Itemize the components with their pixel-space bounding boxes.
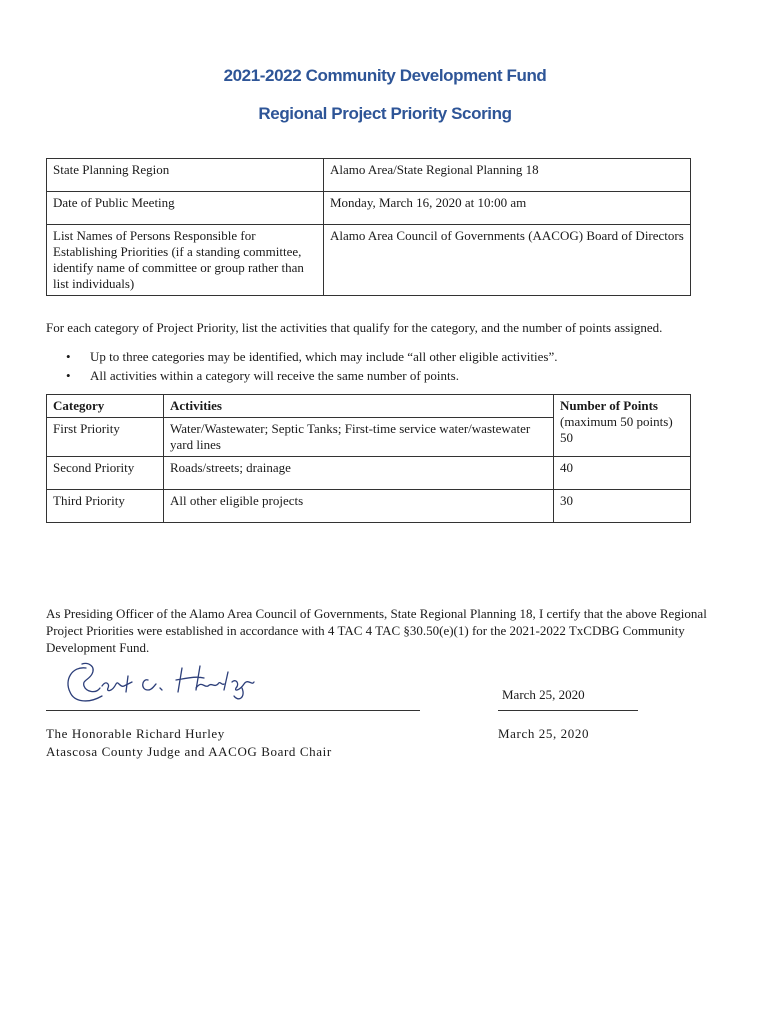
- points-value: 30: [554, 490, 691, 523]
- table-row: [47, 457, 691, 490]
- info-label: Date of Public Meeting: [47, 192, 324, 225]
- info-value: Alamo Area Council of Governments (AACOG) Board of Directors: [324, 225, 691, 296]
- points-value: 40: [554, 457, 691, 490]
- certification-text: As Presiding Officer of the Alamo Area Council of Governments, State Regional Planning 18, I certify that the above Regional Project Priorities were established in accordance with 4 TAC 4 TAC §30.50(e)(1) for the 2021-2022 TxCDBG Community Development Fund.: [46, 606, 707, 655]
- signer-name: The Honorable Richard Hurley: [46, 726, 225, 741]
- table-row: [47, 490, 691, 523]
- document-subtitle: Regional Project Priority Scoring: [258, 104, 512, 123]
- priority-table: [46, 394, 691, 523]
- header-points-note: (maximum 50 points): [560, 414, 673, 429]
- info-value: Monday, March 16, 2020 at 10:00 am: [324, 192, 691, 225]
- bullet-list: [46, 347, 557, 385]
- points-value: 50: [560, 430, 573, 445]
- printed-date: March 25, 2020: [498, 726, 590, 741]
- document-title: 2021-2022 Community Development Fund: [223, 66, 547, 85]
- header-points: Number of Points: [560, 398, 658, 413]
- handwritten-signature: [62, 658, 272, 706]
- table-row: [47, 225, 691, 296]
- list-item: • All activities within a category will receive the same number of points.: [46, 366, 557, 385]
- date-line: [498, 710, 638, 711]
- table-row: [47, 192, 691, 225]
- header-category: Category: [47, 395, 164, 418]
- category-cell: Second Priority: [47, 457, 164, 490]
- header-points-cell: [554, 395, 691, 457]
- signature-date: March 25, 2020: [502, 687, 585, 702]
- info-label: State Planning Region: [47, 159, 324, 192]
- info-value: Alamo Area/State Regional Planning 18: [324, 159, 691, 192]
- intro-text: For each category of Project Priority, list the activities that qualify for the category, and the number of points assigned.: [46, 320, 663, 335]
- category-cell: First Priority: [47, 418, 164, 457]
- category-cell: Third Priority: [47, 490, 164, 523]
- activities-cell: Water/Wastewater; Septic Tanks; First-time service water/wastewater yard lines: [164, 418, 554, 457]
- table-row: [47, 159, 691, 192]
- table-header-row: [47, 395, 691, 418]
- signer-block: [46, 725, 332, 761]
- signature-line: [46, 710, 420, 711]
- activities-cell: All other eligible projects: [164, 490, 554, 523]
- signer-title: Atascosa County Judge and AACOG Board Chair: [46, 744, 332, 759]
- header-activities: Activities: [164, 395, 554, 418]
- activities-cell: Roads/streets; drainage: [164, 457, 554, 490]
- info-label: List Names of Persons Responsible for Establishing Priorities (if a standing committee, identify name of committee or group rather than list individuals): [47, 225, 324, 296]
- info-table: [46, 158, 691, 296]
- list-item: • Up to three categories may be identified, which may include “all other eligible activities”.: [46, 347, 557, 366]
